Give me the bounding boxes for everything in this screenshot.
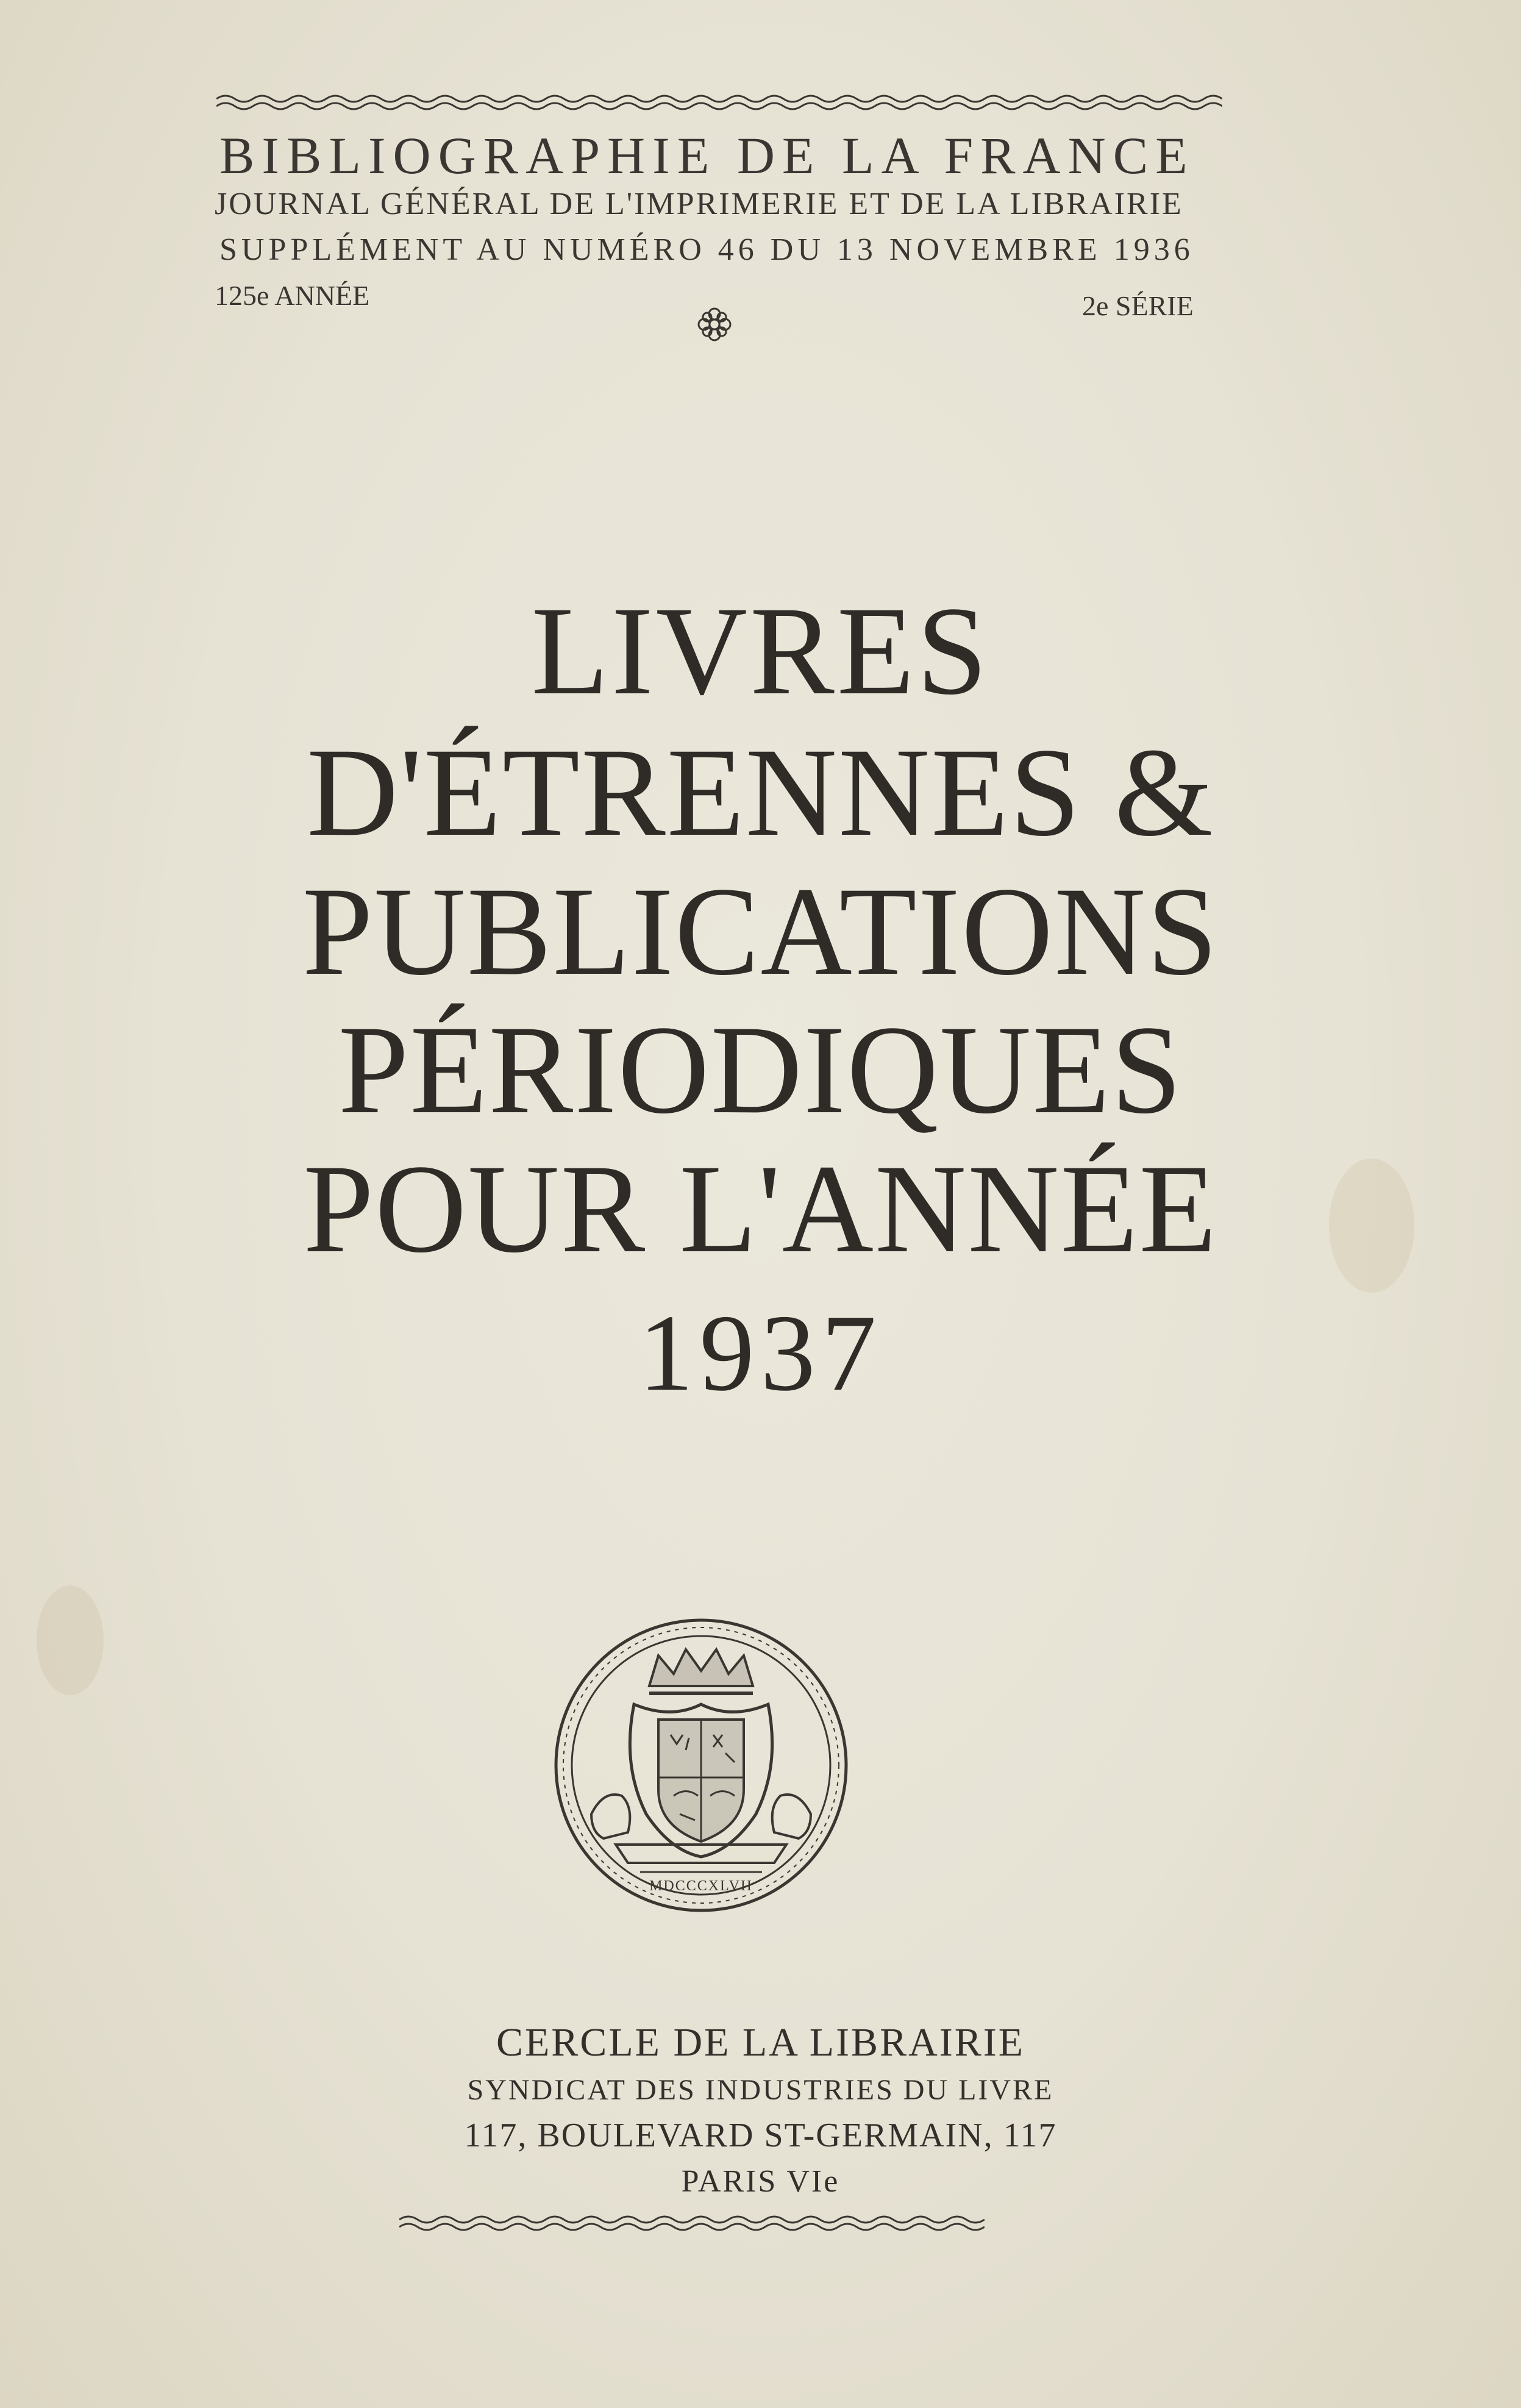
main-title-line-2: D'ÉTRENNES & — [307, 722, 1214, 862]
main-title-year: 1937 — [638, 1292, 883, 1413]
publisher-seal-emblem — [549, 1613, 853, 1918]
main-title-line-3: PUBLICATIONS — [302, 861, 1219, 1001]
rosette-icon — [693, 303, 736, 346]
journal-title: BIBLIOGRAPHIE DE LA FRANCE — [219, 126, 1195, 185]
main-title-line-1: LIVRES — [531, 581, 990, 721]
publisher-name: CERCLE DE LA LIBRAIRIE — [496, 2020, 1025, 2065]
svg-text:MDCCCXLVII: MDCCCXLVII — [649, 1878, 753, 1894]
year-of-publication: 125e ANNÉE — [215, 280, 370, 311]
journal-subtitle: JOURNAL GÉNÉRAL DE L'IMPRIMERIE ET DE LA LIBRAIRIE — [215, 187, 1183, 221]
main-title-line-5: POUR L'ANNÉE — [303, 1138, 1218, 1279]
series-number: 2e SÉRIE — [1082, 290, 1194, 321]
main-title-line-4: PÉRIODIQUES — [338, 999, 1183, 1140]
bottom-wavy-rule — [399, 2212, 985, 2237]
publisher-syndicate: SYNDICAT DES INDUSTRIES DU LIVRE — [467, 2074, 1054, 2106]
publisher-city: PARIS VIe — [681, 2164, 840, 2199]
publisher-address: 117, BOULEVARD ST-GERMAIN, 117 — [464, 2117, 1057, 2154]
top-wavy-rule — [216, 91, 1222, 116]
supplement-line: SUPPLÉMENT AU NUMÉRO 46 DU 13 NOVEMBRE 1936 — [219, 232, 1194, 267]
paper-stain — [37, 1585, 104, 1695]
